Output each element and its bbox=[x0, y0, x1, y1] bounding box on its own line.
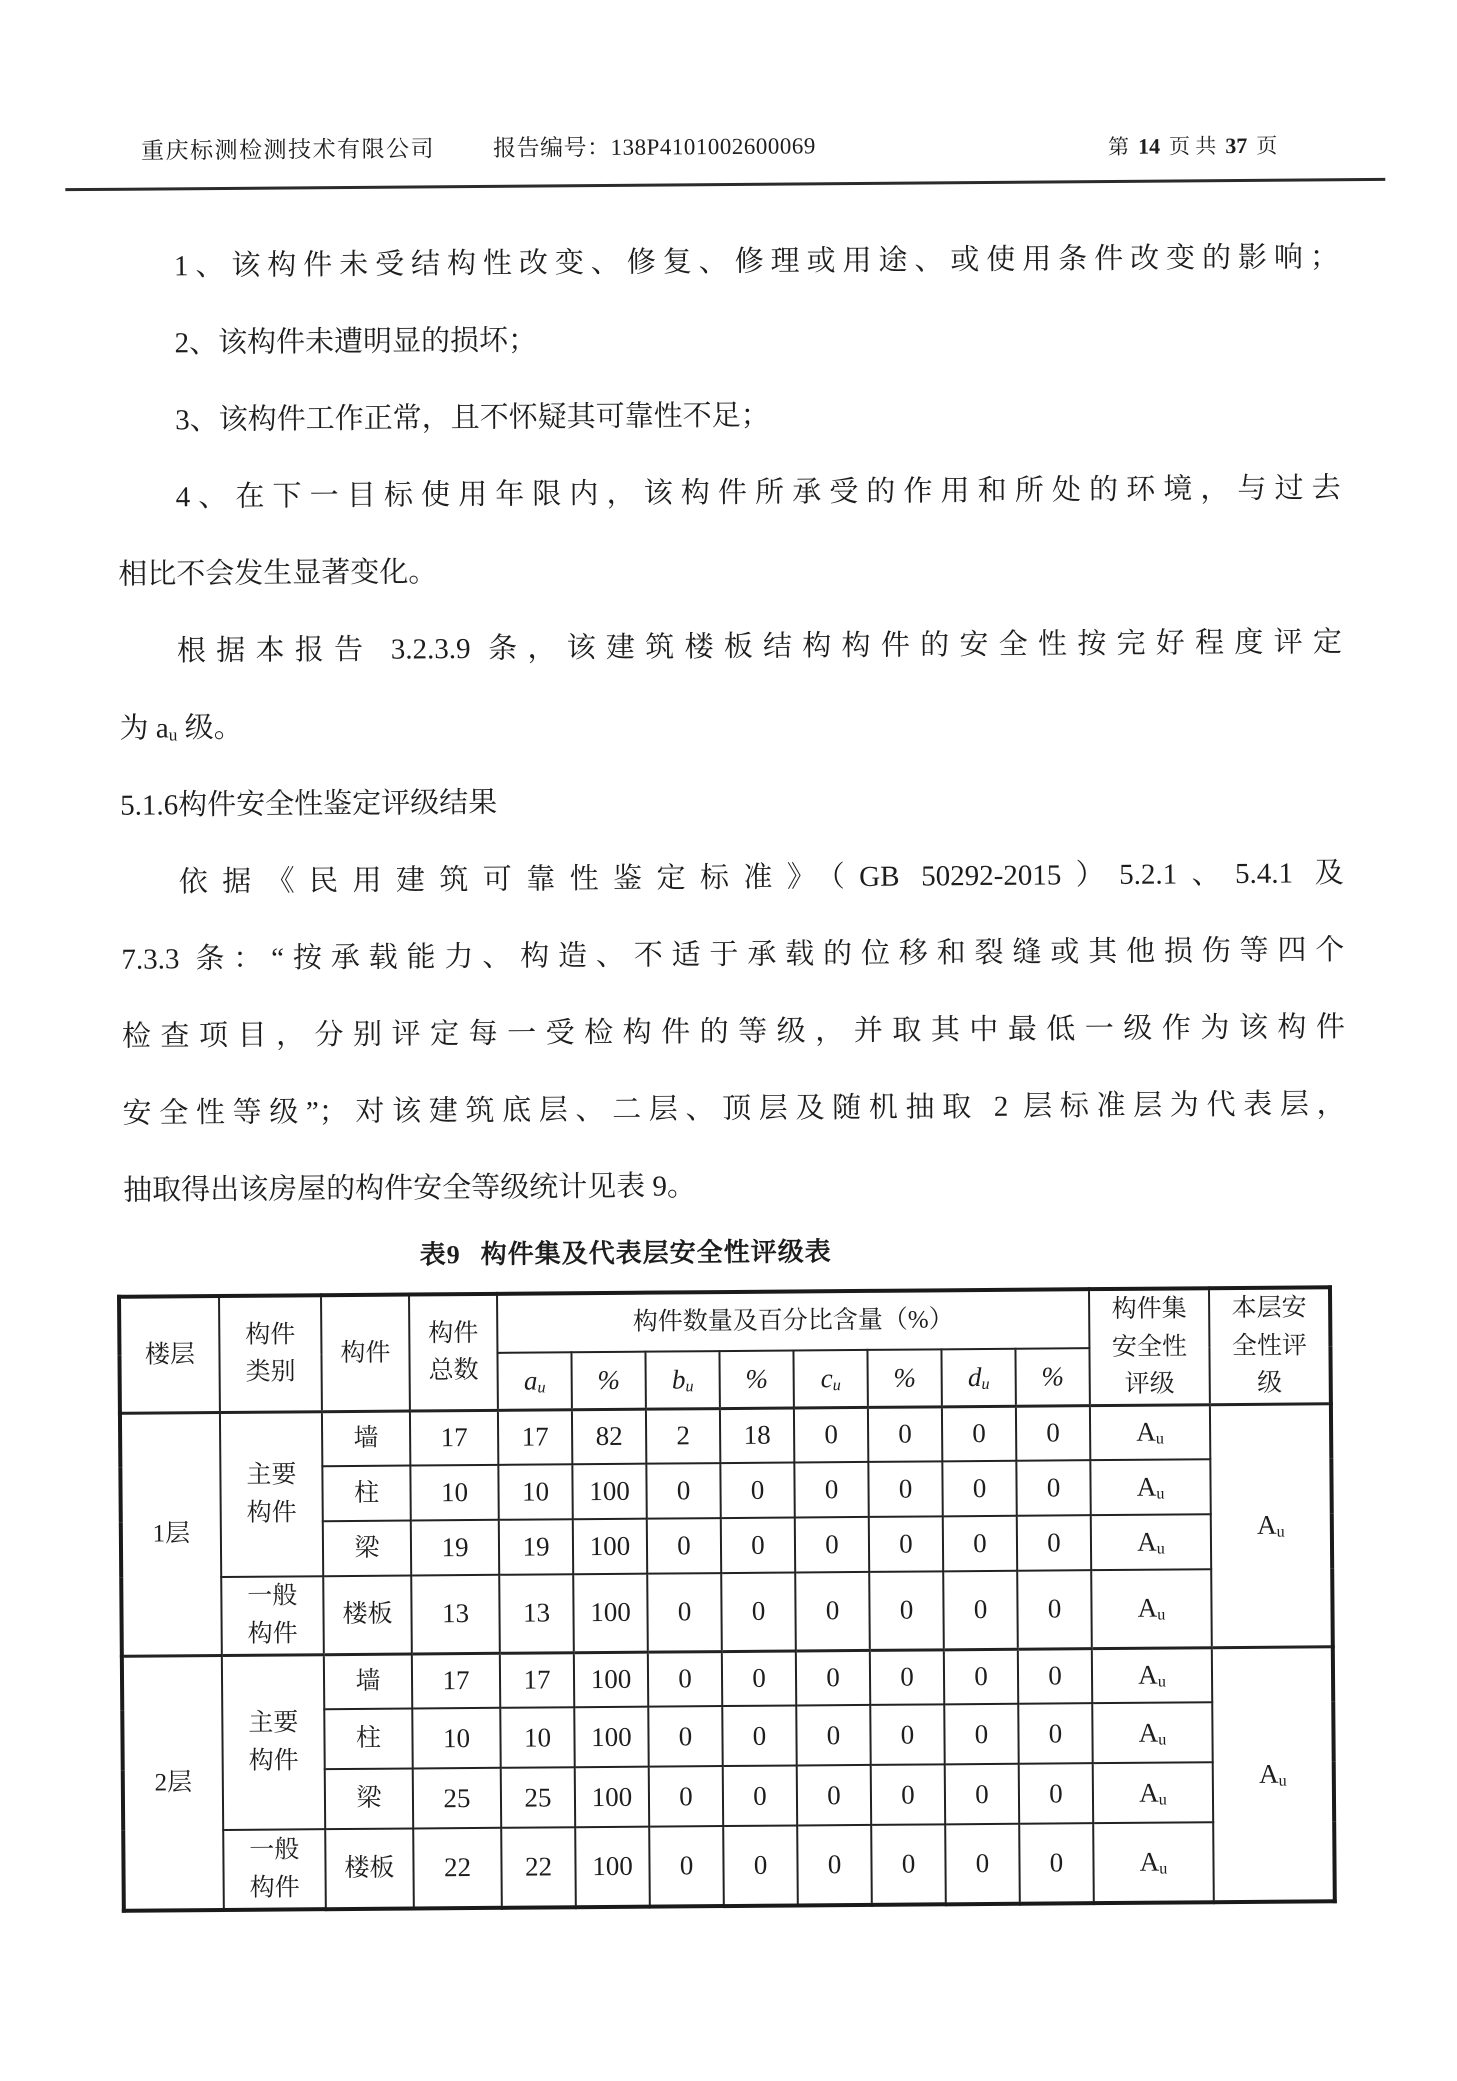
paragraph-line: 安全性等级”；对该建筑底层、二层、顶层及随机抽取 2 层标准层为代表层， bbox=[122, 1066, 1346, 1153]
table-header-cell: 构件数量及百分比含量（%） bbox=[497, 1289, 1089, 1353]
table-cell: 19 bbox=[411, 1520, 499, 1576]
table-cell: 0 bbox=[942, 1406, 1016, 1462]
table-cell: 0 bbox=[646, 1463, 720, 1519]
page-header bbox=[0, 0, 1449, 6]
table-cell: 2层 bbox=[122, 1655, 224, 1911]
table-cell: 17 bbox=[498, 1409, 572, 1465]
table-cell: $A_u$ bbox=[1092, 1647, 1212, 1703]
paragraph-line: 5.1.6构件安全性鉴定评级结果 bbox=[120, 758, 1344, 845]
table-cell: 0 bbox=[944, 1704, 1018, 1765]
paragraph-line: 7.3.3 条：“按承载能力、构造、不适于承载的位移和裂缝或其他损伤等四个 bbox=[121, 912, 1345, 999]
report-number-value: 138P4101002600069 bbox=[610, 133, 815, 160]
table-cell: $A_u$ bbox=[1090, 1459, 1210, 1515]
table-cell: 13 bbox=[411, 1575, 500, 1654]
table-cell: 2 bbox=[646, 1408, 720, 1464]
table-cell: 100 bbox=[572, 1464, 646, 1520]
table-header-cell: 楼层 bbox=[119, 1296, 220, 1413]
paragraph-line: 相比不会发生显著变化。 bbox=[118, 527, 1342, 614]
table-cell: 0 bbox=[869, 1516, 943, 1572]
table-cell: 0 bbox=[795, 1572, 870, 1651]
table-cell: 0 bbox=[794, 1462, 868, 1518]
page-word-prefix: 第 bbox=[1105, 135, 1132, 159]
table-cell: 0 bbox=[945, 1824, 1020, 1905]
page-total: 37 bbox=[1219, 133, 1253, 158]
table-cell: 0 bbox=[649, 1826, 724, 1907]
table-cell: 柱 bbox=[322, 1466, 410, 1522]
table-cell: 17 bbox=[500, 1652, 574, 1708]
table-cell: 0 bbox=[945, 1764, 1019, 1825]
table-cell: 0 bbox=[943, 1571, 1018, 1650]
table-cell: 0 bbox=[647, 1573, 722, 1652]
table-cell: 柱 bbox=[324, 1709, 412, 1770]
table-cell: 0 bbox=[647, 1518, 721, 1574]
table-cell: 0 bbox=[797, 1765, 871, 1826]
table-cell: 100 bbox=[573, 1519, 647, 1575]
paragraph-line: 根据本报告 3.2.3.9 条，该建筑楼板结构构件的安全性按完好程度评定 bbox=[119, 604, 1343, 691]
table-cell: 10 bbox=[498, 1464, 572, 1520]
table-cell: $A_u$ bbox=[1090, 1404, 1210, 1460]
paragraph-line: 检查项目，分别评定每一受检构件的等级，并取其中最低一级作为该构件 bbox=[122, 989, 1346, 1076]
table-cell: 100 bbox=[575, 1827, 650, 1908]
table-cell: 0 bbox=[796, 1650, 870, 1706]
table-cell: 10 bbox=[412, 1708, 500, 1769]
table-cell: 0 bbox=[1018, 1703, 1092, 1764]
table-cell: 10 bbox=[410, 1465, 498, 1521]
table-cell: 1层 bbox=[120, 1412, 222, 1656]
table-header-cell: $c_u$ bbox=[793, 1350, 867, 1408]
table-cell: 22 bbox=[501, 1827, 576, 1908]
paragraph-line: 1、该构件未受结构性改变、修复、修理或用途、或使用条件改变的影响； bbox=[116, 219, 1340, 306]
table-cell: 100 bbox=[575, 1767, 649, 1828]
report-number bbox=[493, 127, 816, 163]
table-cell: 墙 bbox=[324, 1654, 412, 1710]
paragraph-line: 2、该构件未遭明显的损坏； bbox=[116, 296, 1340, 383]
table-cell: $A_u$ bbox=[1091, 1569, 1212, 1648]
table-cell: 墙 bbox=[322, 1411, 410, 1467]
table-cell: 0 bbox=[944, 1649, 1018, 1705]
table-cell: 0 bbox=[722, 1650, 796, 1706]
page-word-suffix: 页 bbox=[1253, 134, 1280, 158]
table-cell: 18 bbox=[720, 1407, 794, 1463]
table-cell: 100 bbox=[574, 1707, 648, 1768]
table-cell: 主要 构件 bbox=[220, 1411, 323, 1577]
table-cell: 0 bbox=[871, 1764, 945, 1825]
paragraph-line: 为 $a_u$ 级。 bbox=[119, 681, 1343, 768]
table-cell: 0 bbox=[1017, 1515, 1091, 1571]
table-cell: $A_u$ bbox=[1212, 1646, 1335, 1902]
table-title-text: 构件集及代表层安全性评级表 bbox=[481, 1237, 832, 1269]
table-cell: 0 bbox=[722, 1705, 796, 1766]
table-cell: 0 bbox=[797, 1825, 872, 1906]
page-word-mid: 页 共 bbox=[1166, 134, 1219, 158]
table-cell: $A_u$ bbox=[1093, 1822, 1214, 1903]
table-cell: 0 bbox=[1019, 1763, 1093, 1824]
table-cell: 梁 bbox=[325, 1769, 413, 1830]
table-header-cell: $d_u$ bbox=[941, 1349, 1015, 1407]
table-cell: $A_u$ bbox=[1091, 1514, 1211, 1570]
table-header-cell: 本层安 全性评 级 bbox=[1209, 1287, 1331, 1404]
table-cell: 0 bbox=[648, 1706, 722, 1767]
table-cell: 0 bbox=[871, 1824, 946, 1905]
table-cell: 梁 bbox=[323, 1521, 411, 1577]
paragraph-line: 依据《民用建筑可靠性鉴定标准》（GB 50292-2015）5.2.1、5.4.1 及 bbox=[120, 835, 1344, 922]
table-cell: 0 bbox=[870, 1649, 944, 1705]
table-cell: 0 bbox=[795, 1517, 869, 1573]
rating-table bbox=[117, 1285, 1337, 1913]
header-rule bbox=[65, 178, 1385, 191]
table-cell: 100 bbox=[573, 1574, 648, 1653]
table-header-cell: $a_u$ bbox=[497, 1352, 571, 1410]
table-cell: 0 bbox=[723, 1765, 797, 1826]
table-header-cell: % bbox=[571, 1352, 645, 1410]
table-cell: 0 bbox=[723, 1825, 798, 1906]
table-cell: 0 bbox=[1018, 1648, 1092, 1704]
table-cell: $A_u$ bbox=[1210, 1403, 1333, 1647]
table-cell: 0 bbox=[1017, 1570, 1092, 1649]
table-cell: 楼板 bbox=[325, 1829, 414, 1910]
table-header-cell: % bbox=[867, 1349, 941, 1407]
table-cell: 82 bbox=[572, 1409, 646, 1465]
table-cell: 0 bbox=[649, 1766, 723, 1827]
table-header-cell: 构件 bbox=[321, 1295, 410, 1412]
paragraph-line: 3、该构件工作正常，且不怀疑其可靠性不足； bbox=[117, 373, 1341, 460]
table-header-cell: $b_u$ bbox=[645, 1351, 719, 1409]
table-title-prefix: 表9 bbox=[420, 1240, 461, 1269]
table-cell: 100 bbox=[574, 1652, 648, 1708]
table-header-cell: % bbox=[1015, 1348, 1089, 1406]
table-cell: 一般 构件 bbox=[223, 1829, 326, 1910]
table-cell: 0 bbox=[1016, 1460, 1090, 1516]
paragraph-line: 4、在下一目标使用年限内，该构件所承受的作用和所处的环境，与过去 bbox=[117, 450, 1341, 537]
table-cell: 楼板 bbox=[323, 1576, 412, 1655]
table-cell: 25 bbox=[501, 1767, 575, 1828]
table-cell: 13 bbox=[499, 1574, 574, 1653]
table-cell: 0 bbox=[870, 1704, 944, 1765]
table-cell: 0 bbox=[648, 1651, 722, 1707]
body-paragraphs bbox=[116, 219, 1347, 1230]
table-cell: 0 bbox=[721, 1572, 796, 1651]
table-cell: 0 bbox=[794, 1407, 868, 1463]
table-cell: 0 bbox=[721, 1517, 795, 1573]
table-title bbox=[2, 1226, 1457, 1274]
table-header-cell: 构件集 安全性 评级 bbox=[1089, 1288, 1210, 1405]
table-cell: 0 bbox=[942, 1461, 1016, 1517]
company-name: 重庆标测检测技术有限公司 bbox=[141, 130, 435, 165]
table-header-cell: % bbox=[719, 1351, 793, 1409]
table-header-cell: 构件 总数 bbox=[409, 1294, 498, 1411]
table-cell: 17 bbox=[412, 1653, 500, 1709]
table-cell: 19 bbox=[499, 1519, 573, 1575]
table-cell: 10 bbox=[500, 1707, 574, 1768]
table-cell: 0 bbox=[869, 1571, 944, 1650]
table-header-cell: 构件 类别 bbox=[219, 1295, 322, 1412]
page-current: 14 bbox=[1132, 134, 1166, 159]
table-cell: 25 bbox=[413, 1768, 501, 1829]
report-label: 报告编号： bbox=[493, 135, 611, 161]
table-cell: 0 bbox=[1019, 1823, 1094, 1904]
table-cell: 17 bbox=[410, 1410, 498, 1466]
table-cell: 一般 构件 bbox=[221, 1576, 324, 1655]
table-cell: 0 bbox=[868, 1406, 942, 1462]
table-cell: 0 bbox=[943, 1516, 1017, 1572]
table-cell: 主要 构件 bbox=[222, 1654, 325, 1830]
table-cell: 0 bbox=[796, 1705, 870, 1766]
table-cell: $A_u$ bbox=[1092, 1702, 1212, 1763]
page-indicator bbox=[1105, 130, 1280, 161]
table-cell: 22 bbox=[413, 1828, 502, 1909]
paragraph-line: 抽取得出该房屋的构件安全等级统计见表 9。 bbox=[123, 1143, 1347, 1230]
table-cell: $A_u$ bbox=[1093, 1762, 1213, 1823]
table-cell: 0 bbox=[868, 1461, 942, 1517]
table-cell: 0 bbox=[720, 1462, 794, 1518]
table-cell: 0 bbox=[1016, 1405, 1090, 1461]
